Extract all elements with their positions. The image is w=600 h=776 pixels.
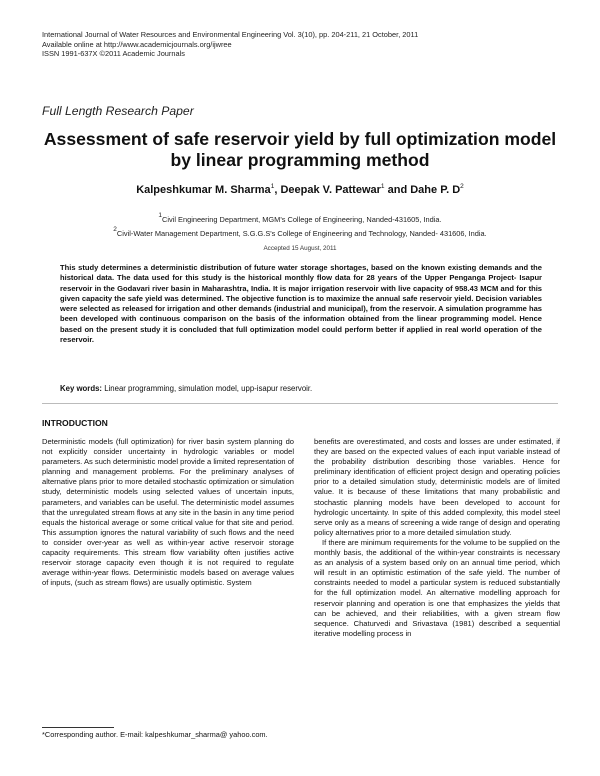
author-list: Kalpeshkumar M. Sharma$^1$, Deepak V. Pattewar$^1$ and Dahe P. $D^2$ [136, 183, 464, 196]
author-affil-mark: 1 [270, 183, 275, 190]
corresponding-author-footnote: *Corresponding author. E-mail: kalpeshkumar_sharma@ yahoo.com. [42, 730, 268, 739]
abstract: This study determines a deterministic distribution of future water storage shortages, based on the known existing demands and the historical data. The data used for this study is the historical monthly flow data for 28 years of the Upper Penganga Project- Isapur reservoir in the Godavari river basin in Maharashtra, India. It is major irrigation reservoir with live capacity of 958.43 MCM and for this given capacity the safe yield was determined. The objective function is to maximize the annual safe reservoir yield. Decision variables were selected as released for irrigation and other demands (industrial and municipal), from the reservoir. A simulation programme has been developed with continuous comparison on the basis of the information obtained from the linear programming model. Hence based on the present study it is concluded that full optimization model could perform better if applied in real world operation of the reservoir. [60, 263, 542, 344]
author-affil-mark: 1 [380, 183, 385, 190]
affiliation-line: $^2$Civil-Water Management Department, S.G.G.S's College of Engineering and Technology, Nanded- 431606, India. [113, 226, 487, 239]
body-paragraph: If there are minimum requirements for the volume to be supplied on the monthly basis, the additional of the within-year constraints is necessary as an analysis of a system based only on an annual time period, which will result in an optimistic estimation of the safe yield. The number of constraints needed to model a particular system is reduced substantially for the full optimization model. An alternative modelling approach for reservoir planning and operation is one that emphasizes the yields that can be achieved, and their reliabilities, with a given stream flow sequence. Chaturvedi and Srivastava (1981) described a sequential iterative modelling process in [314, 537, 560, 638]
accepted-date: Accepted 15 August, 2011 [263, 245, 337, 252]
section-divider [42, 403, 558, 404]
paper-title: Assessment of safe reservoir yield by full optimization model by linear programming method [43, 129, 557, 170]
body-paragraph: Deterministic models (full optimization) for river basin system planning do not explicitly consider uncertainty in hydrologic variables or model parameters. As such deterministic model provide a limited representation of planning and management problems. For the preliminary analyses of alternative plans prior to more detailed stochastic optimization or simulation study, deterministic models using selected values of uncertain inputs, parameters, and variables can be useful. The deterministic model assumes that the unregulated stream flows at any site in the basin in any time period equals the historical average or some critical value for that site and period. This assumption ignores the natural variability of such flows and the need to consider over-year as well as within-year active reservoir storage capacity requirements. This stream flow variability often justifies active reservoir storage capacity even though it is not required to regulate average within-year flows. Deterministic models based on average values of inputs, (such as stream flows) are usually optimistic. System [42, 437, 294, 588]
affiliation-mark: 1 [158, 212, 163, 219]
keywords [60, 384, 542, 393]
affiliations [40, 211, 560, 239]
author-name: Kalpeshkumar M. Sharma [136, 184, 271, 196]
author-affil-mark: 2 [460, 183, 464, 190]
affiliation-mark: 2 [113, 226, 117, 234]
journal-issn: ISSN 1991-637X ©2011 Academic Journals [42, 49, 185, 59]
body-paragraph: benefits are overestimated, and costs and losses are under estimated, if they are based on the expected values of each input variable instead of the probability distribution describing those variables. Hence for preliminary identification of efficient project design and operating policies prior to a detailed simulation study, deterministic models are of limited value. It is because of these limitations that many probabilistic and stochastic planning models have been developed to account for hydrologic uncertainty. In spite of this added complexity, this model steel serve only as a means of screening a wide range of design and operating policy alternatives prior to a more detailed simulation study. [314, 437, 560, 537]
author-name: Dahe P. D [410, 184, 461, 196]
footnote-divider [42, 727, 114, 728]
section-heading: INTRODUCTION [42, 418, 108, 428]
journal-citation: International Journal of Water Resources and Environmental Engineering Vol. 3(10), pp. 204-211, 21 October, 2011 [42, 30, 419, 39]
author-conjunction: and [387, 184, 408, 196]
keywords-label: Key words: [60, 384, 103, 393]
journal-url: Available online at http://www.academicjournals.org/ijwree [42, 39, 232, 49]
affiliation-line: $^1$Civil Engineering Department, MGM's College of Engineering, Nanded-431605, India. [158, 212, 442, 224]
body-column-left [42, 437, 294, 588]
paper-type: Full Length Research Paper [42, 104, 194, 118]
body-column-right [314, 437, 560, 639]
journal-header [42, 30, 562, 59]
keywords-text: Linear programming, simulation model, upp-isapur reservoir. [104, 384, 313, 393]
author-name: Deepak V. Pattewar [280, 184, 381, 196]
